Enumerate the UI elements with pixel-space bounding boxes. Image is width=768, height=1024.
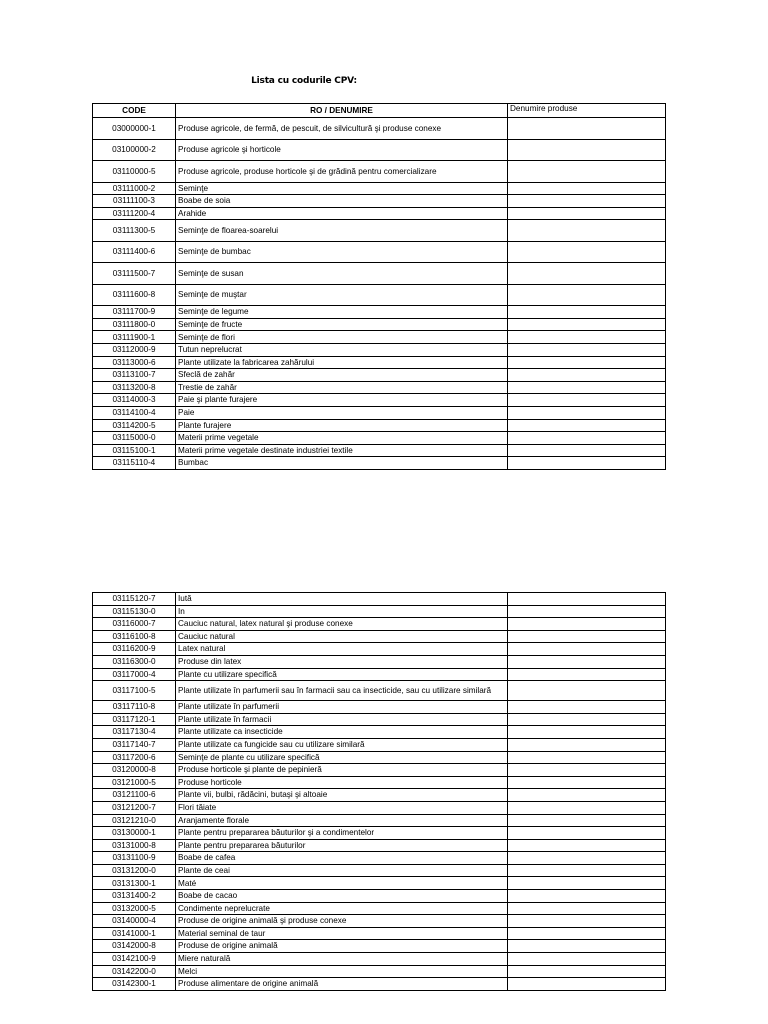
denumire-produse-cell [508,318,666,331]
cpv-code-cell: 03114200-5 [93,419,176,432]
denumire-produse-cell [508,877,666,890]
denumire-cell: Produse horticole [176,776,508,789]
column-header-denumire-produse: Denumire produse [508,104,666,118]
cpv-code-cell: 03131100-9 [93,852,176,865]
table-row [93,331,666,344]
denumire-cell: Materii prime vegetale destinate industriei textile [176,444,508,457]
table-row [93,381,666,394]
cpv-code-cell: 03113200-8 [93,381,176,394]
denumire-cell: Seminţe de bumbac [176,241,508,263]
cpv-table-section-1 [92,103,666,470]
denumire-produse-cell [508,407,666,420]
denumire-cell: Miere naturală [176,953,508,966]
table-row [93,593,666,606]
denumire-cell: Produse agricole şi horticole [176,139,508,161]
page-title: Lista cu codurile CPV: [251,76,357,86]
denumire-cell: Condimente neprelucrate [176,902,508,915]
denumire-cell: Flori tăiate [176,801,508,814]
table-row [93,419,666,432]
denumire-produse-cell [508,284,666,306]
denumire-produse-cell [508,118,666,140]
denumire-produse-cell [508,207,666,220]
denumire-cell: Seminţe de fructe [176,318,508,331]
denumire-cell: Cauciuc natural [176,630,508,643]
cpv-code-cell: 03116200-9 [93,643,176,656]
denumire-cell: Seminţe de legume [176,306,508,319]
cpv-code-cell: 03115130-0 [93,605,176,618]
denumire-produse-cell [508,915,666,928]
cpv-code-cell: 03131200-0 [93,864,176,877]
table-row [93,915,666,928]
cpv-code-cell: 03117110-8 [93,701,176,714]
denumire-cell: Arahide [176,207,508,220]
table-row [93,965,666,978]
denumire-cell: Produse agricole, de fermă, de pescuit, de silvicultură şi produse conexe [176,118,508,140]
table-row [93,369,666,382]
cpv-code-cell: 03000000-1 [93,118,176,140]
cpv-code-cell: 03110000-5 [93,161,176,183]
cpv-table-section-2 [92,592,666,991]
table-row [93,118,666,140]
denumire-produse-cell [508,902,666,915]
table-header-row [93,104,666,118]
table-row [93,182,666,195]
denumire-cell: Materii prime vegetale [176,432,508,445]
denumire-produse-cell [508,139,666,161]
table-row [93,432,666,445]
denumire-cell: Seminţe de flori [176,331,508,344]
table-row [93,263,666,285]
denumire-produse-cell [508,738,666,751]
denumire-cell: Produse alimentare de origine animală [176,978,508,991]
denumire-produse-cell [508,220,666,242]
cpv-code-cell: 03121100-6 [93,789,176,802]
table-row [93,444,666,457]
cpv-code-cell: 03130000-1 [93,827,176,840]
denumire-produse-cell [508,369,666,382]
denumire-cell: Plante pentru prepararea băuturilor [176,839,508,852]
table-row [93,814,666,827]
cpv-code-cell: 03111100-3 [93,195,176,208]
denumire-cell: Iută [176,593,508,606]
table-row [93,618,666,631]
table-row [93,161,666,183]
denumire-cell: Cauciuc natural, latex natural şi produse conexe [176,618,508,631]
cpv-code-cell: 03113100-7 [93,369,176,382]
denumire-cell: Paie şi plante furajere [176,394,508,407]
denumire-produse-cell [508,701,666,714]
table-row [93,394,666,407]
denumire-produse-cell [508,381,666,394]
denumire-produse-cell [508,444,666,457]
table-row [93,864,666,877]
denumire-produse-cell [508,419,666,432]
denumire-cell: Plante utilizate ca fungicide sau cu utilizare similară [176,738,508,751]
column-header-ro-denumire: RO / DENUMIRE [176,104,508,118]
table-row [93,776,666,789]
denumire-cell: Produse agricole, produse horticole şi de grădină pentru comercializare [176,161,508,183]
cpv-code-cell: 03114000-3 [93,394,176,407]
cpv-code-cell: 03112000-9 [93,344,176,357]
cpv-code-cell: 03111000-2 [93,182,176,195]
cpv-code-cell: 03142100-9 [93,953,176,966]
denumire-produse-cell [508,965,666,978]
table-row [93,764,666,777]
table-body [93,118,666,470]
cpv-code-cell: 03111500-7 [93,263,176,285]
cpv-code-cell: 03117130-4 [93,726,176,739]
denumire-produse-cell [508,814,666,827]
denumire-cell: Trestie de zahăr [176,381,508,394]
cpv-code-cell: 03111200-4 [93,207,176,220]
table-row [93,877,666,890]
denumire-cell: Plante utilizate în farmacii [176,713,508,726]
table-row [93,139,666,161]
cpv-code-cell: 03111700-9 [93,306,176,319]
denumire-cell: Produse de origine animală şi produse conexe [176,915,508,928]
cpv-code-cell: 03117000-4 [93,668,176,681]
table-row [93,789,666,802]
denumire-cell: Plante utilizate la fabricarea zahărului [176,356,508,369]
denumire-produse-cell [508,713,666,726]
denumire-produse-cell [508,953,666,966]
cpv-code-cell: 03117200-6 [93,751,176,764]
denumire-cell: Produse horticole şi plante de pepinieră [176,764,508,777]
denumire-cell: Produse de origine animală [176,940,508,953]
cpv-code-cell: 03115000-0 [93,432,176,445]
denumire-produse-cell [508,195,666,208]
table-row [93,195,666,208]
table-row [93,927,666,940]
denumire-cell: Plante furajere [176,419,508,432]
cpv-code-cell: 03121200-7 [93,801,176,814]
cpv-code-cell: 03116300-0 [93,655,176,668]
denumire-cell: Tutun neprelucrat [176,344,508,357]
cpv-code-cell: 03140000-4 [93,915,176,928]
denumire-cell: Seminţe de muştar [176,284,508,306]
denumire-produse-cell [508,356,666,369]
denumire-cell: In [176,605,508,618]
table-row [93,207,666,220]
denumire-produse-cell [508,344,666,357]
denumire-produse-cell [508,890,666,903]
denumire-cell: Plante pentru prepararea băuturilor şi a condimentelor [176,827,508,840]
table-row [93,630,666,643]
cpv-code-cell: 03142200-0 [93,965,176,978]
table-row [93,726,666,739]
denumire-produse-cell [508,839,666,852]
table-row [93,701,666,714]
cpv-code-cell: 03111900-1 [93,331,176,344]
denumire-produse-cell [508,432,666,445]
denumire-produse-cell [508,852,666,865]
denumire-produse-cell [508,978,666,991]
cpv-code-cell: 03117100-5 [93,681,176,701]
denumire-produse-cell [508,776,666,789]
denumire-produse-cell [508,940,666,953]
denumire-produse-cell [508,864,666,877]
cpv-code-cell: 03117120-1 [93,713,176,726]
cpv-code-cell: 03115100-1 [93,444,176,457]
denumire-cell: Seminţe de floarea-soarelui [176,220,508,242]
denumire-cell: Sfeclă de zahăr [176,369,508,382]
column-header-code: CODE [93,104,176,118]
table-row [93,827,666,840]
denumire-produse-cell [508,306,666,319]
table-row [93,605,666,618]
table-row [93,713,666,726]
denumire-cell: Paie [176,407,508,420]
denumire-cell: Plante de ceai [176,864,508,877]
table-row [93,318,666,331]
table-row [93,356,666,369]
denumire-cell: Melci [176,965,508,978]
table-row [93,751,666,764]
cpv-code-cell: 03142300-1 [93,978,176,991]
denumire-produse-cell [508,764,666,777]
table-row [93,668,666,681]
denumire-produse-cell [508,263,666,285]
table-row [93,801,666,814]
cpv-code-cell: 03115110-4 [93,457,176,470]
denumire-produse-cell [508,927,666,940]
cpv-code-cell: 03142000-8 [93,940,176,953]
table-row [93,344,666,357]
table-row [93,738,666,751]
denumire-produse-cell [508,801,666,814]
cpv-code-cell: 03114100-4 [93,407,176,420]
denumire-cell: Plante utilizate în parfumerii [176,701,508,714]
denumire-cell: Boabe de cafea [176,852,508,865]
table-row [93,902,666,915]
table-row [93,852,666,865]
cpv-code-cell: 03131400-2 [93,890,176,903]
denumire-cell: Seminţe [176,182,508,195]
denumire-produse-cell [508,827,666,840]
denumire-produse-cell [508,681,666,701]
cpv-code-cell: 03111600-8 [93,284,176,306]
table-row [93,457,666,470]
table-row [93,407,666,420]
cpv-code-cell: 03115120-7 [93,593,176,606]
denumire-cell: Produse din latex [176,655,508,668]
denumire-cell: Aranjamente florale [176,814,508,827]
cpv-code-cell: 03111800-0 [93,318,176,331]
table-row [93,241,666,263]
cpv-code-cell: 03131300-1 [93,877,176,890]
denumire-cell: Plante vii, bulbi, rădăcini, butaşi şi altoaie [176,789,508,802]
cpv-code-cell: 03111400-6 [93,241,176,263]
cpv-code-cell: 03141000-1 [93,927,176,940]
denumire-produse-cell [508,726,666,739]
cpv-code-cell: 03116100-8 [93,630,176,643]
table-row [93,655,666,668]
table-body [93,593,666,991]
table-row [93,839,666,852]
denumire-produse-cell [508,394,666,407]
cpv-code-cell: 03117140-7 [93,738,176,751]
table-row [93,306,666,319]
denumire-produse-cell [508,618,666,631]
table-row [93,890,666,903]
table-row [93,953,666,966]
cpv-code-cell: 03131000-8 [93,839,176,852]
denumire-cell: Latex natural [176,643,508,656]
denumire-cell: Boabe de cacao [176,890,508,903]
denumire-produse-cell [508,630,666,643]
denumire-cell: Plante cu utilizare specifică [176,668,508,681]
denumire-produse-cell [508,605,666,618]
denumire-produse-cell [508,161,666,183]
denumire-cell: Plante utilizate ca insecticide [176,726,508,739]
denumire-produse-cell [508,751,666,764]
denumire-produse-cell [508,457,666,470]
denumire-produse-cell [508,668,666,681]
denumire-cell: Seminţe de susan [176,263,508,285]
denumire-produse-cell [508,593,666,606]
cpv-code-cell: 03113000-6 [93,356,176,369]
denumire-produse-cell [508,182,666,195]
cpv-code-cell: 03120000-8 [93,764,176,777]
denumire-produse-cell [508,331,666,344]
denumire-produse-cell [508,241,666,263]
cpv-code-cell: 03132000-5 [93,902,176,915]
table-row [93,284,666,306]
table-row [93,681,666,701]
cpv-code-cell: 03121210-0 [93,814,176,827]
denumire-cell: Bumbac [176,457,508,470]
table-row [93,643,666,656]
table-row [93,220,666,242]
cpv-code-cell: 03121000-5 [93,776,176,789]
denumire-produse-cell [508,655,666,668]
denumire-cell: Maté [176,877,508,890]
denumire-cell: Boabe de soia [176,195,508,208]
cpv-code-cell: 03111300-5 [93,220,176,242]
denumire-cell: Seminţe de plante cu utilizare specifică [176,751,508,764]
denumire-cell: Plante utilizate în parfumerii sau în farmacii sau ca insecticide, sau cu utilizare similară [176,681,508,701]
table-row [93,940,666,953]
cpv-code-cell: 03100000-2 [93,139,176,161]
cpv-code-cell: 03116000-7 [93,618,176,631]
denumire-cell: Material seminal de taur [176,927,508,940]
denumire-produse-cell [508,643,666,656]
denumire-produse-cell [508,789,666,802]
table-row [93,978,666,991]
